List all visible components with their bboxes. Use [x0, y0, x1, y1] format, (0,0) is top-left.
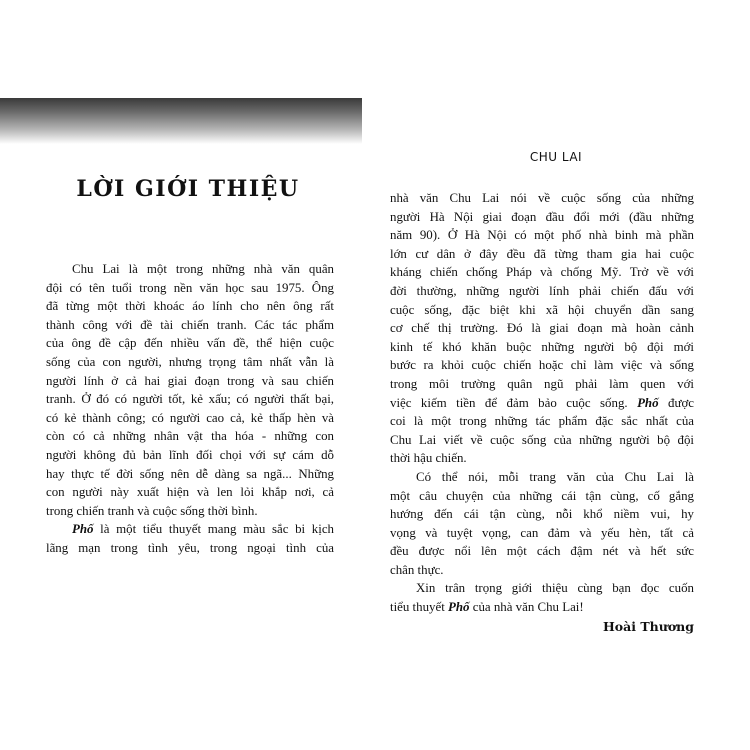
text-line: lớn cư dân ở đây đều đã từng tham gia hai cuộc	[390, 246, 694, 261]
text-line: đời thường, những người lính phải chiến đấu với	[390, 283, 694, 298]
text-line	[390, 394, 694, 413]
text-line: Chu Lai là một trong những nhà văn quân	[72, 262, 334, 276]
text-line: của ông đề cập đến nhiều vấn đề, thể hiện cuộc	[46, 336, 334, 351]
book-title: Phố	[637, 395, 659, 410]
text-line: bước ra khỏi cuộc chiến hoặc chỉ làm việc và sống	[390, 358, 694, 373]
text-line: cơ chế thị trường. Đó là giai đoạn mà hoàn cảnh	[390, 321, 694, 336]
book-title: Phố	[448, 600, 470, 615]
text-line: con người này xuất hiện và len lỏi khắp nơi, cả	[46, 485, 334, 500]
text-fragment: việc kiếm tiền để đảm bảo cuộc sống.	[390, 395, 638, 410]
text-line: coi là một trong những tác phẩm đặc sắc nhất của	[390, 414, 694, 429]
text-line: chân thực.	[390, 562, 444, 577]
text-line: trong chiến tranh và cuộc sống thời bình.	[46, 503, 258, 518]
text-line: Chu Lai viết về cuộc sống của những người bộ đội	[390, 432, 694, 447]
text-line: một câu chuyện của những cái tận cùng, cố gắng	[390, 488, 694, 503]
text-line: đội có tên tuổi trong nền văn học sau 1975. Ông	[46, 280, 334, 295]
text-line	[390, 598, 694, 617]
text-line: thành công với đề tài chiến tranh. Các tác phẩm	[46, 317, 334, 332]
text-line: còn có cả những nhân vật tha hóa - những con	[46, 429, 334, 444]
text-line: kinh tế khó khăn buộc những người bộ đội mới	[390, 339, 694, 354]
text-line: đều được nổi lên một cách đậm nét và hết sức	[390, 544, 694, 559]
text-line: tranh. Ở đó có người tốt, kẻ xấu; có người thất bại,	[46, 392, 334, 407]
text-line: người lính ở cả hai giai đoạn trong và sau chiến	[46, 373, 334, 388]
text-line: lãng mạn trong tình yêu, trong ngoại tình của	[46, 540, 334, 555]
text-line: người không đủ bản lĩnh đối chọi với sự cám dỗ	[46, 447, 334, 462]
right-body-text	[390, 189, 694, 617]
text-line: có kẻ thành công; có người cao cả, kẻ thấp hèn và	[46, 410, 334, 425]
text-line: người Hà Nội giai đoạn đầu đổi mới (đầu những	[390, 209, 694, 224]
text-line: năm 90). Ở Hà Nội có một phố nhà binh mà phần	[390, 228, 694, 243]
text-line: nhà văn Chu Lai nói về cuộc sống của những	[390, 191, 694, 205]
text-fragment: được	[658, 395, 694, 410]
text-fragment: là một tiểu thuyết mang màu sắc bi kịch	[93, 522, 334, 537]
text-fragment: của nhà văn Chu Lai!	[469, 600, 584, 615]
text-line: Xin trân trọng giới thiệu cùng bạn đọc cuốn	[416, 581, 694, 596]
text-fragment: tiểu thuyết	[390, 600, 448, 615]
author-signature: Hoài Thương	[603, 619, 694, 634]
book-title: Phố	[72, 522, 94, 537]
text-line: kháng chiến chống Pháp và chống Mỹ. Trở về với	[390, 265, 694, 280]
text-line: vọng và tuyệt vọng, can đảm và yếu hèn, tất cả	[390, 525, 694, 540]
header-gradient-bar	[0, 98, 362, 144]
text-line: thời hậu chiến.	[390, 451, 467, 466]
text-line: đã từng một thời khoác áo lính cho nên ông rất	[46, 299, 334, 314]
text-line: hay thực tế đời sống nên dễ dàng sa ngã... Những	[46, 466, 334, 481]
text-line: Có thể nói, mỗi trang văn của Chu Lai là	[416, 469, 694, 484]
text-line: trong môi trường quân ngũ phải làm quen với	[390, 376, 694, 391]
running-head: CHU LAI	[529, 150, 583, 164]
page-title: LỜI GIỚI THIỆU	[76, 176, 300, 202]
text-line: hướng đến cái tận cùng, nỗi khổ niềm vui, hy	[390, 507, 694, 522]
text-line: cuộc sống, đặc biệt khi xã hội chuyển dần sang	[390, 302, 694, 317]
text-line	[46, 520, 334, 539]
text-line: sống của con người, nhưng trọng tâm nhất vẫn là	[46, 354, 334, 369]
left-page	[0, 0, 362, 750]
left-body-text	[46, 260, 334, 558]
